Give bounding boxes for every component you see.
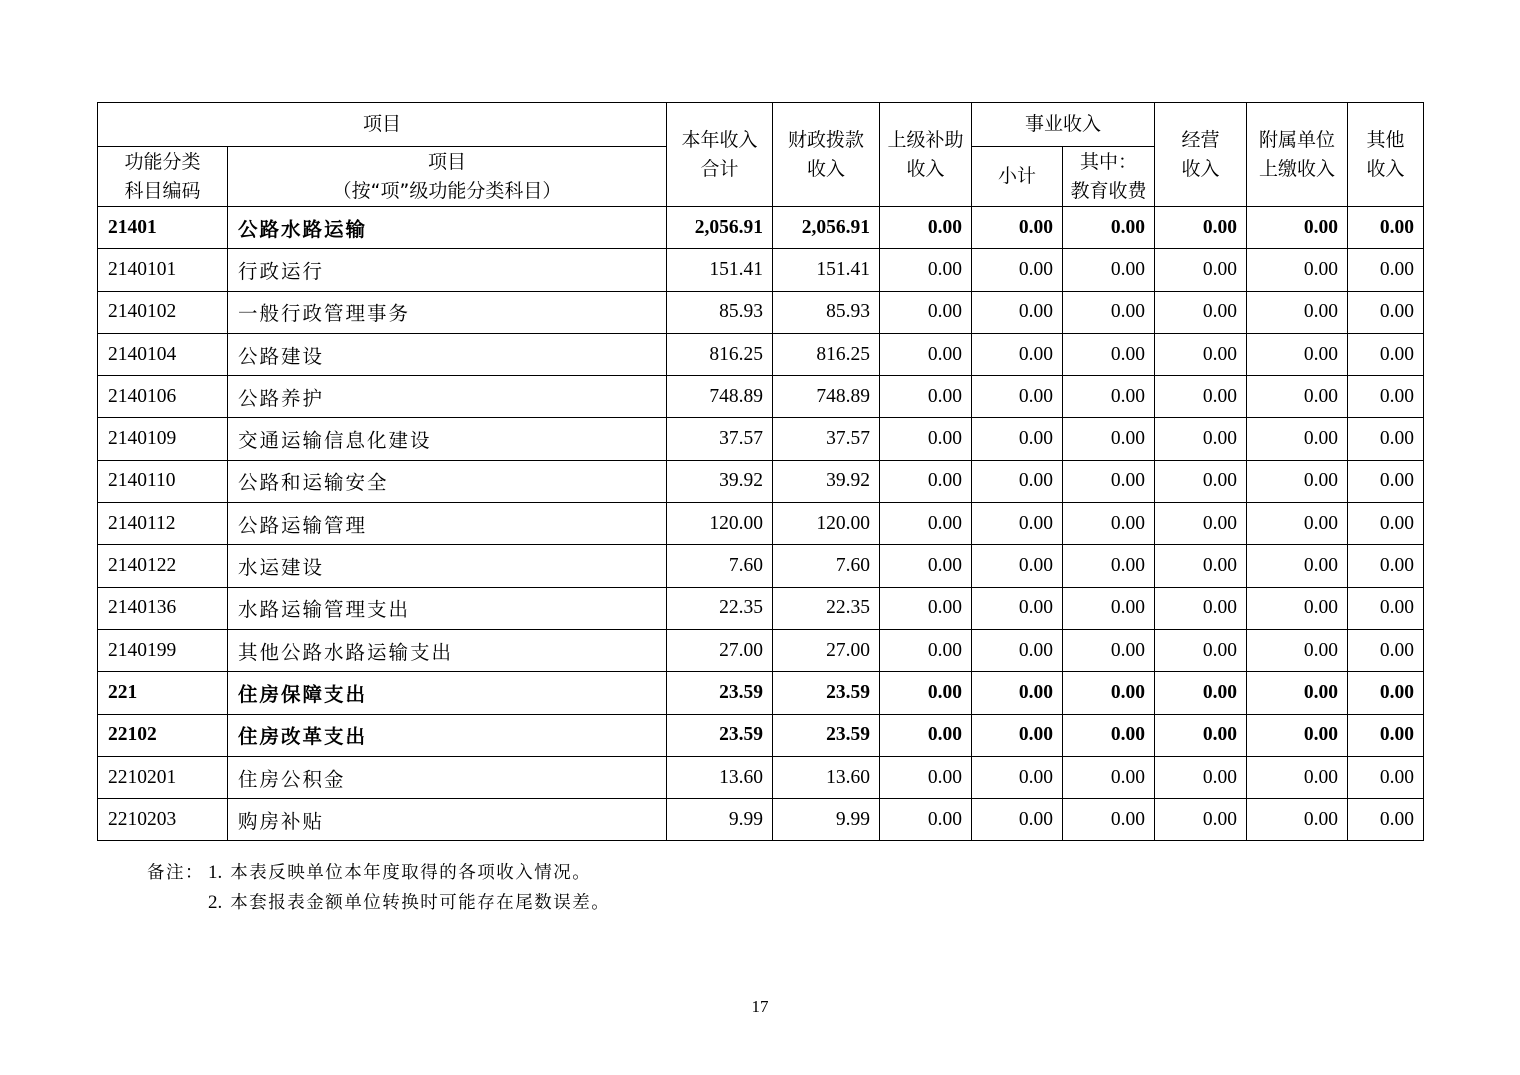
cell-other: 0.00 [1348,207,1424,249]
cell-total: 37.57 [667,418,773,460]
cell-other: 0.00 [1348,249,1424,291]
cell-operating: 0.00 [1155,291,1247,333]
cell-name: 行政运行 [228,249,667,291]
header-business-edu [1063,147,1155,207]
table-row [98,799,1424,841]
cell-total: 9.99 [667,799,773,841]
cell-name: 交通运输信息化建设 [228,418,667,460]
cell-affiliated: 0.00 [1247,333,1348,375]
cell-other: 0.00 [1348,545,1424,587]
cell-total: 120.00 [667,503,773,545]
cell-code: 2140106 [98,376,228,418]
cell-business-subtotal: 0.00 [972,207,1063,249]
cell-fiscal: 22.35 [773,587,880,629]
note-text: 本套报表金额单位转换时可能存在尾数误差。 [230,893,611,913]
cell-total: 816.25 [667,333,773,375]
table-body [98,207,1424,841]
table-row [98,207,1424,249]
table-row [98,503,1424,545]
note-text: 本表反映单位本年度取得的各项收入情况。 [230,863,592,883]
cell-superior: 0.00 [880,503,972,545]
cell-code: 2140110 [98,460,228,502]
cell-name: 其他公路水路运输支出 [228,629,667,671]
cell-operating: 0.00 [1155,799,1247,841]
cell-business-edu: 0.00 [1063,207,1155,249]
cell-superior: 0.00 [880,587,972,629]
cell-code: 2140122 [98,545,228,587]
cell-fiscal: 13.60 [773,756,880,798]
cell-total: 2,056.91 [667,207,773,249]
cell-operating: 0.00 [1155,207,1247,249]
table-row [98,672,1424,714]
cell-fiscal: 151.41 [773,249,880,291]
table-row [98,756,1424,798]
cell-affiliated: 0.00 [1247,672,1348,714]
cell-business-edu: 0.00 [1063,629,1155,671]
cell-fiscal: 9.99 [773,799,880,841]
header-business: 事业收入 [972,103,1155,147]
cell-superior: 0.00 [880,756,972,798]
table-row [98,333,1424,375]
table-row [98,291,1424,333]
cell-total: 748.89 [667,376,773,418]
cell-fiscal: 85.93 [773,291,880,333]
cell-superior: 0.00 [880,291,972,333]
cell-business-subtotal: 0.00 [972,460,1063,502]
header-affiliated-line2: 上缴收入 [1259,157,1336,180]
cell-operating: 0.00 [1155,249,1247,291]
cell-superior: 0.00 [880,376,972,418]
cell-business-edu: 0.00 [1063,249,1155,291]
cell-business-edu: 0.00 [1063,418,1155,460]
cell-affiliated: 0.00 [1247,587,1348,629]
table-header [98,103,1424,207]
cell-code: 2210201 [98,756,228,798]
cell-operating: 0.00 [1155,460,1247,502]
cell-superior: 0.00 [880,545,972,587]
note-number: 2. [208,892,223,913]
cell-business-edu: 0.00 [1063,460,1155,502]
cell-other: 0.00 [1348,714,1424,756]
cell-business-subtotal: 0.00 [972,503,1063,545]
cell-code: 2140109 [98,418,228,460]
header-operating [1155,103,1247,207]
cell-total: 22.35 [667,587,773,629]
cell-name: 住房改革支出 [228,714,667,756]
cell-superior: 0.00 [880,460,972,502]
cell-fiscal: 7.60 [773,545,880,587]
cell-code: 2210203 [98,799,228,841]
cell-superior: 0.00 [880,672,972,714]
cell-business-subtotal: 0.00 [972,333,1063,375]
header-other [1348,103,1424,207]
cell-fiscal: 120.00 [773,503,880,545]
header-func-code [98,147,228,207]
cell-business-edu: 0.00 [1063,756,1155,798]
cell-business-edu: 0.00 [1063,545,1155,587]
cell-code: 221 [98,672,228,714]
cell-name: 购房补贴 [228,799,667,841]
cell-superior: 0.00 [880,418,972,460]
cell-affiliated: 0.00 [1247,291,1348,333]
cell-name: 公路和运输安全 [228,460,667,502]
cell-name: 公路养护 [228,376,667,418]
cell-operating: 0.00 [1155,545,1247,587]
table-row [98,714,1424,756]
header-business-edu-line2: 教育收费 [1070,179,1147,202]
table-row [98,587,1424,629]
cell-total: 23.59 [667,672,773,714]
header-other-line1: 其他 [1366,128,1405,151]
header-total [667,103,773,207]
cell-other: 0.00 [1348,587,1424,629]
cell-fiscal: 23.59 [773,714,880,756]
cell-affiliated: 0.00 [1247,545,1348,587]
cell-operating: 0.00 [1155,672,1247,714]
cell-affiliated: 0.00 [1247,207,1348,249]
cell-other: 0.00 [1348,672,1424,714]
cell-code: 21401 [98,207,228,249]
cell-superior: 0.00 [880,207,972,249]
header-operating-line1: 经营 [1181,128,1220,151]
cell-business-edu: 0.00 [1063,672,1155,714]
cell-operating: 0.00 [1155,756,1247,798]
cell-affiliated: 0.00 [1247,249,1348,291]
cell-operating: 0.00 [1155,503,1247,545]
cell-name: 公路运输管理 [228,503,667,545]
cell-business-subtotal: 0.00 [972,629,1063,671]
header-item-line1: 项目 [428,150,467,173]
table-row [98,376,1424,418]
header-business-edu-line1: 其中： [1080,150,1138,173]
cell-fiscal: 23.59 [773,672,880,714]
header-item [228,147,667,207]
cell-operating: 0.00 [1155,418,1247,460]
header-other-line2: 收入 [1366,157,1405,180]
header-fiscal [773,103,880,207]
cell-affiliated: 0.00 [1247,418,1348,460]
cell-affiliated: 0.00 [1247,756,1348,798]
cell-name: 住房公积金 [228,756,667,798]
cell-operating: 0.00 [1155,376,1247,418]
notes [147,858,610,918]
cell-fiscal: 816.25 [773,333,880,375]
cell-code: 2140136 [98,587,228,629]
header-business-subtotal: 小计 [972,147,1063,207]
header-project: 项目 [98,103,667,147]
table-row [98,249,1424,291]
header-total-line2: 合计 [700,157,739,180]
cell-other: 0.00 [1348,460,1424,502]
cell-other: 0.00 [1348,291,1424,333]
cell-fiscal: 37.57 [773,418,880,460]
cell-superior: 0.00 [880,249,972,291]
cell-name: 水路运输管理支出 [228,587,667,629]
cell-business-edu: 0.00 [1063,714,1155,756]
cell-fiscal: 39.92 [773,460,880,502]
cell-affiliated: 0.00 [1247,799,1348,841]
cell-business-subtotal: 0.00 [972,376,1063,418]
header-superior [880,103,972,207]
cell-other: 0.00 [1348,756,1424,798]
cell-other: 0.00 [1348,333,1424,375]
notes-label: 备注： [147,863,204,883]
note-line-2 [147,888,610,918]
cell-business-edu: 0.00 [1063,503,1155,545]
cell-business-subtotal: 0.00 [972,545,1063,587]
header-func-code-line2: 科目编码 [124,179,201,202]
header-total-line1: 本年收入 [681,128,758,151]
cell-total: 151.41 [667,249,773,291]
cell-operating: 0.00 [1155,629,1247,671]
table-row [98,545,1424,587]
cell-total: 23.59 [667,714,773,756]
cell-fiscal: 27.00 [773,629,880,671]
header-fiscal-line1: 财政拨款 [788,128,865,151]
cell-business-subtotal: 0.00 [972,418,1063,460]
cell-total: 39.92 [667,460,773,502]
cell-superior: 0.00 [880,333,972,375]
cell-fiscal: 2,056.91 [773,207,880,249]
cell-code: 2140102 [98,291,228,333]
cell-business-subtotal: 0.00 [972,756,1063,798]
header-affiliated [1247,103,1348,207]
cell-affiliated: 0.00 [1247,629,1348,671]
header-superior-line1: 上级补助 [887,128,964,151]
table-row [98,629,1424,671]
cell-name: 一般行政管理事务 [228,291,667,333]
cell-total: 27.00 [667,629,773,671]
cell-operating: 0.00 [1155,587,1247,629]
cell-superior: 0.00 [880,629,972,671]
cell-code: 22102 [98,714,228,756]
header-affiliated-line1: 附属单位 [1259,128,1336,151]
cell-other: 0.00 [1348,629,1424,671]
note-number: 1. [208,862,223,883]
cell-business-edu: 0.00 [1063,799,1155,841]
cell-operating: 0.00 [1155,714,1247,756]
cell-business-subtotal: 0.00 [972,714,1063,756]
header-item-line2: （按“项”级功能分类科目） [332,179,562,202]
cell-affiliated: 0.00 [1247,503,1348,545]
cell-other: 0.00 [1348,503,1424,545]
cell-affiliated: 0.00 [1247,376,1348,418]
cell-business-subtotal: 0.00 [972,291,1063,333]
cell-name: 公路水路运输 [228,207,667,249]
cell-other: 0.00 [1348,418,1424,460]
header-func-code-line1: 功能分类 [124,150,201,173]
cell-business-edu: 0.00 [1063,376,1155,418]
cell-business-edu: 0.00 [1063,333,1155,375]
cell-business-subtotal: 0.00 [972,249,1063,291]
table-row [98,460,1424,502]
header-superior-line2: 收入 [906,157,945,180]
cell-name: 水运建设 [228,545,667,587]
cell-name: 住房保障支出 [228,672,667,714]
cell-total: 85.93 [667,291,773,333]
cell-other: 0.00 [1348,799,1424,841]
cell-business-subtotal: 0.00 [972,799,1063,841]
cell-code: 2140101 [98,249,228,291]
cell-fiscal: 748.89 [773,376,880,418]
cell-total: 13.60 [667,756,773,798]
cell-superior: 0.00 [880,799,972,841]
note-line-1 [147,858,610,888]
cell-code: 2140112 [98,503,228,545]
cell-operating: 0.00 [1155,333,1247,375]
cell-affiliated: 0.00 [1247,460,1348,502]
cell-business-subtotal: 0.00 [972,672,1063,714]
table-row [98,418,1424,460]
cell-code: 2140104 [98,333,228,375]
cell-business-subtotal: 0.00 [972,587,1063,629]
cell-other: 0.00 [1348,376,1424,418]
page-number: 17 [751,997,769,1016]
cell-superior: 0.00 [880,714,972,756]
header-operating-line2: 收入 [1181,157,1220,180]
cell-business-edu: 0.00 [1063,587,1155,629]
income-table [97,102,1424,841]
header-fiscal-line2: 收入 [807,157,846,180]
cell-total: 7.60 [667,545,773,587]
cell-code: 2140199 [98,629,228,671]
cell-name: 公路建设 [228,333,667,375]
cell-business-edu: 0.00 [1063,291,1155,333]
cell-affiliated: 0.00 [1247,714,1348,756]
